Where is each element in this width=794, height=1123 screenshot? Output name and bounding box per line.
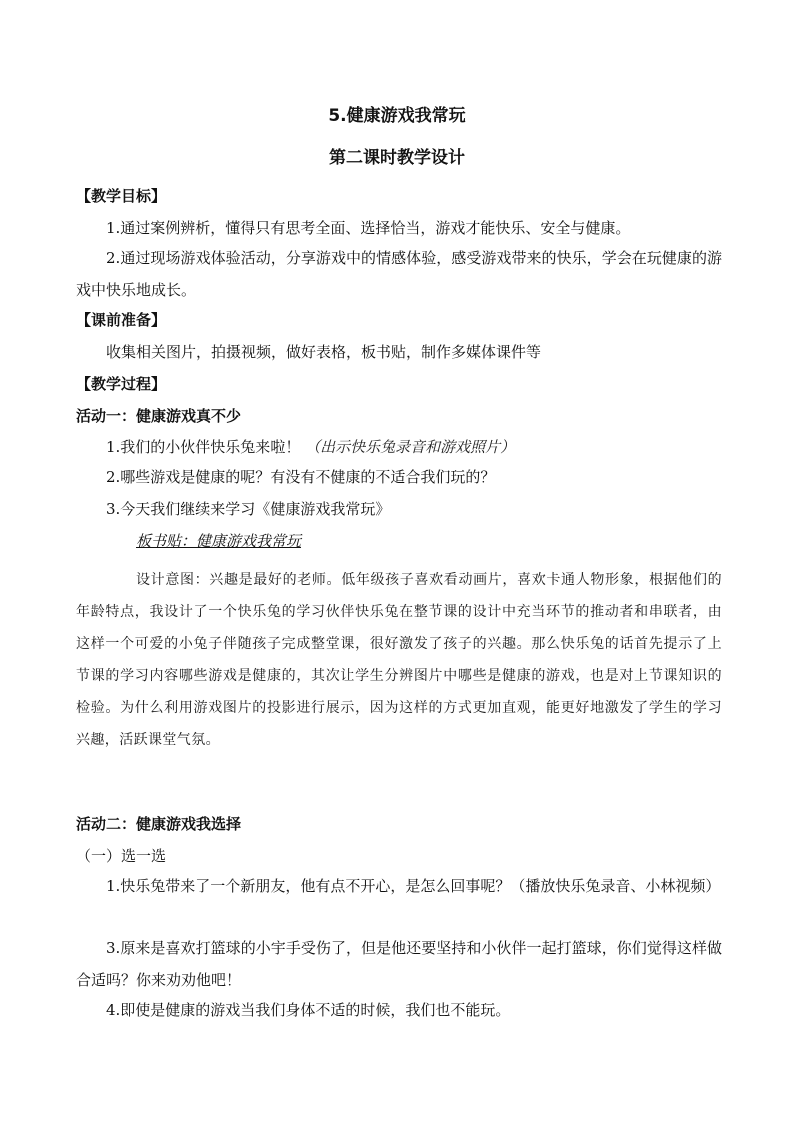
activity2-item-3: 3.原来是喜欢打篮球的小宇手受伤了，但是他还要坚持和小伙伴一起打篮球，你们觉得这样做合适吗？你来劝劝他吧！ <box>76 939 722 989</box>
activity1-item-1 <box>106 437 515 457</box>
activity1-heading: 活动一：健康游戏真不少 <box>76 407 242 425</box>
design-intent: 设计意图：兴趣是最好的老师。低年级孩子喜欢看动画片，喜欢卡通人物形象，根据他们的年龄特点，我设计了一个快乐兔的学习伙伴快乐兔在整节课的设计中充当环节的推动者和串联者，由这样一个可爱的小兔子伴随孩子完成整堂课，很好激发了孩子的兴趣。那么快乐兔的话首先提示了上节课的学习内容哪些游戏是健康的，其次让学生分辨图片中哪些是健康的游戏，也是对上节课知识的检验。为什么利用游戏图片的投影进行展示，因为这样的方式更加直观，能更好地激发了学生的学习兴趣，活跃课堂气氛。 <box>76 572 722 748</box>
board-note: 板书贴：健康游戏我常玩 <box>136 532 302 550</box>
goal-item-1: 1.通过案例辨析，懂得只有思考全面、选择恰当，游戏才能快乐、安全与健康。 <box>106 219 631 237</box>
activity2-subheading: （一）选一选 <box>76 847 167 865</box>
activity2-item-4: 4.即使是健康的游戏当我们身体不适的时候，我们也不能玩。 <box>106 1001 511 1019</box>
activity1-item-3: 3.今天我们继续来学习《健康游戏我常玩》 <box>106 500 391 518</box>
activity2-item-1: 1.快乐兔带来了一个新朋友，他有点不开心，是怎么回事呢？（播放快乐兔录音、小林视频） <box>106 877 721 895</box>
activity1-item-1-text: 1.我们的小伙伴快乐兔来啦！ <box>106 438 301 456</box>
process-heading: 【教学过程】 <box>76 375 167 393</box>
activity1-item-2: 2.哪些游戏是健康的呢？有没有不健康的不适合我们玩的？ <box>106 468 496 486</box>
activity1-item-1-note: （出示快乐兔录音和游戏照片） <box>305 438 516 456</box>
document-subtitle: 第二课时教学设计 <box>329 148 465 168</box>
prep-text: 收集相关图片，拍摄视频，做好表格，板书贴，制作多媒体课件等 <box>106 343 542 361</box>
activity2-heading: 活动二：健康游戏我选择 <box>76 815 242 833</box>
goal-item-2: 2.通过现场游戏体验活动，分享游戏中的情感体验，感受游戏带来的快乐，学会在玩健康的游戏中快乐地成长。 <box>76 249 722 299</box>
document-title: 5.健康游戏我常玩 <box>328 106 466 126</box>
prep-heading: 【课前准备】 <box>76 311 167 329</box>
goals-heading: 【教学目标】 <box>76 187 167 205</box>
